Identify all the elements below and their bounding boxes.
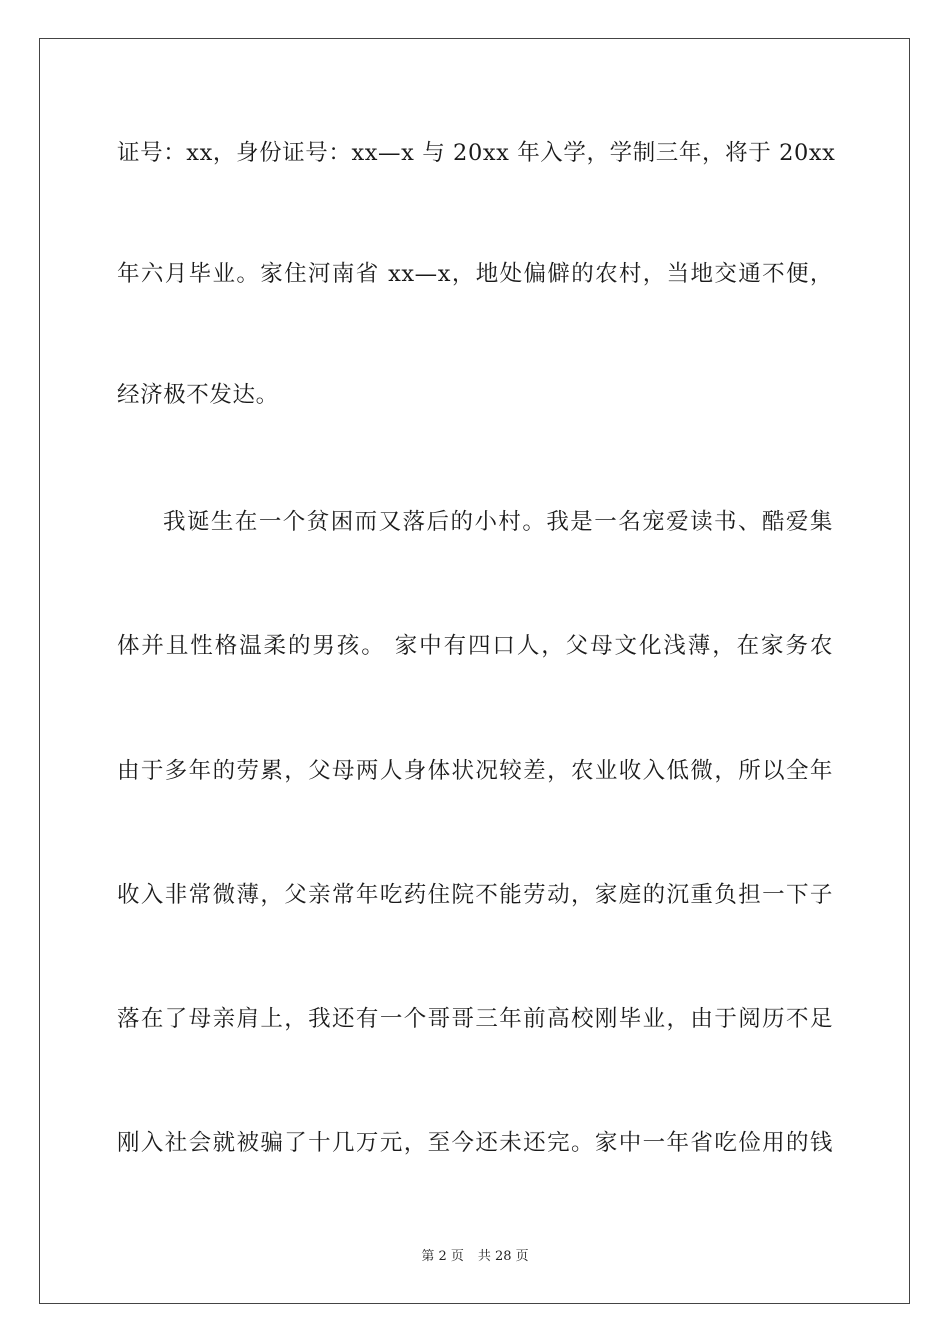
text-line-6: 由于多年的劳累，父母两人身体状况较差，农业收入低微，所以全年 [117,758,833,784]
text-line-5: 体并且性格温柔的男孩。 家中有四口人，父母文化浅薄，在家务农 [117,633,833,659]
text-line-4: 我诞生在一个贫困而又落后的小村。我是一名宠爱读书、酷爱集 [163,509,833,535]
text-line-2: 年六月毕业。家住河南省 xx—x，地处偏僻的农村，当地交通不便， [117,261,833,287]
text-line-7: 收入非常微薄，父亲常年吃药住院不能劳动，家庭的沉重负担一下子 [117,882,833,908]
page-number: 第 2 页 [421,1249,464,1264]
page-total: 共 28 页 [477,1249,529,1264]
page-border [39,38,910,1304]
text-line-1: 证号：xx，身份证号：xx—x 与 20xx 年入学，学制三年，将于 20xx [117,140,836,166]
text-line-8: 落在了母亲肩上，我还有一个哥哥三年前高校刚毕业，由于阅历不足 [117,1006,833,1032]
text-line-3: 经济极不发达。 [117,382,279,408]
text-line-9: 刚入社会就被骗了十几万元，至今还未还完。家中一年省吃俭用的钱 [117,1130,833,1156]
page-footer [0,1249,950,1265]
